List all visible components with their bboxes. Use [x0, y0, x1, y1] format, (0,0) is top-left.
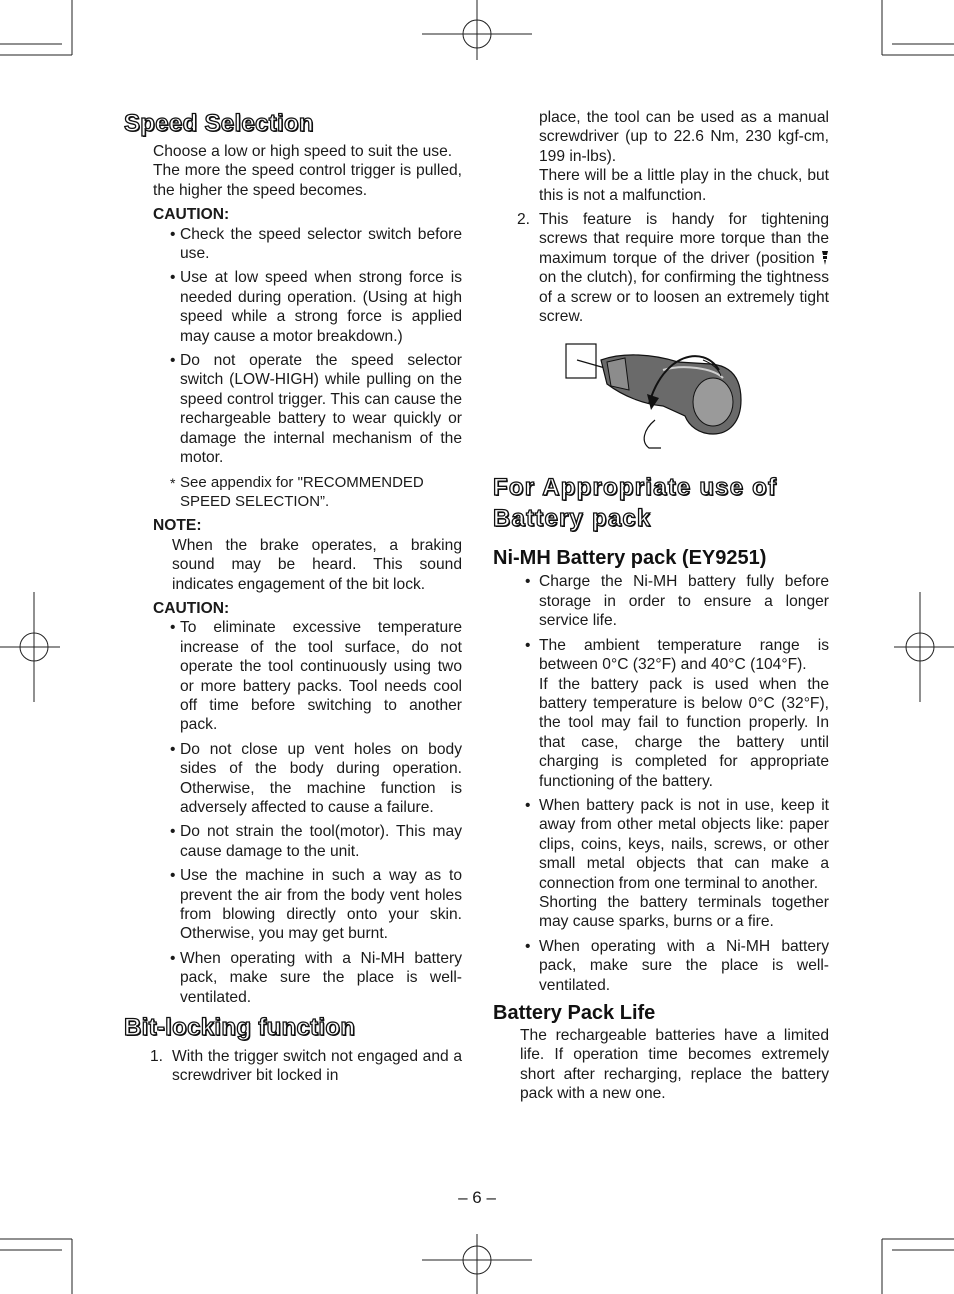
bullet-icon: • [170, 949, 176, 967]
battery-life-text: The rechargeable batteries have a limited life. If operation time becomes extremely short after recharging, replace the battery pack with a new one. [520, 1027, 829, 1103]
bullet-icon: • [170, 269, 176, 287]
bullet-icon: • [170, 867, 176, 885]
nimh-heading: Ni-MH Battery pack (EY9251) [493, 547, 767, 570]
speed-intro-1: Choose a low or high speed to suit the use. [153, 143, 453, 160]
nimh-list [525, 572, 829, 995]
list-item: • Use the machine in such a way as to prevent the air from the body vent holes from blowing directly onto your skin. Otherwise, you may get burnt. [170, 867, 462, 943]
bullet-icon: • [525, 796, 531, 814]
registration-mark-right [894, 592, 954, 702]
bit-locking-heading: Bit-locking function [124, 1014, 356, 1042]
list-item: 2. This feature is handy for tightening screws that require more torque than the maximum torque of the driver (position on the clutch), for confirming the tightness of a screw or to loosen an extremely tight screw. [517, 211, 829, 326]
list-item: • When operating with a Ni-MH battery pack, make sure the place is well-ventilated. [525, 937, 829, 994]
battery-life-heading: Battery Pack Life [493, 1002, 656, 1024]
list-item: • When operating with a Ni-MH battery pack, make sure the place is well-ventilated. [170, 949, 462, 1006]
list-item: • The ambient temperature range is between 0°C (32°F) and 40°C (104°F). If the battery pack is used when the battery temperature is below 0°C (32°F), the tool may fail to function properly. In that case, charge the battery until charging is completed for appropriate functioning of the battery. [525, 636, 829, 790]
registration-mark-top [422, 0, 532, 60]
list-item: • Do not operate the speed selector switch (LOW-HIGH) while pulling on the speed control trigger. This can cause the rechargeable battery to wear quickly or damage the internal mechanism of the motor. [170, 352, 462, 467]
note-label: NOTE: [153, 517, 202, 535]
bullet-icon: • [525, 636, 531, 654]
bullet-icon: • [170, 823, 176, 841]
list-item: • To eliminate excessive temperature increase of the tool surface, do not operate the tool continuously using two or more battery packs. Tool needs cool off time before switching to another pack. [170, 619, 462, 734]
bullet-icon: • [170, 225, 176, 243]
battery-heading-line2: Battery pack [493, 505, 652, 533]
list-item: * See appendix for "RECOMMENDED SPEED SELECTION”. [170, 473, 424, 510]
short-circuit-note: Shorting the battery terminals together may cause sparks, burns or a fire. [539, 893, 829, 931]
bullet-icon: • [170, 619, 176, 637]
drill-illustration [563, 334, 753, 454]
bit-lock-item-1-note: There will be a little play in the chuck, but this is not a malfunction. [539, 167, 829, 204]
list-item: • Do not strain the tool(motor). This may cause damage to the unit. [170, 823, 462, 860]
temperature-note: If the battery pack is used when the battery temperature is below 0°C (32°F), the tool may fail to function properly. In that case, charge the battery until charging is completed for appropriate functioning of the battery. [539, 675, 829, 790]
list-item: • Charge the Ni-MH battery fully before storage in order to ensure a longer service life. [525, 573, 829, 630]
bit-locking-list [517, 210, 829, 326]
registration-mark-left [0, 592, 60, 702]
drill-position-icon [821, 250, 829, 266]
bit-locking-list [150, 1047, 462, 1086]
left-column [124, 108, 462, 1091]
bit-lock-item-1-continued: place, the tool can be used as a manual screwdriver (up to 22.6 Nm, 230 kgf-cm, 199 in-lbs). [539, 109, 829, 165]
right-column [493, 108, 829, 1104]
list-item: 1. With the trigger switch not engaged and a screwdriver bit locked in [150, 1048, 462, 1085]
bullet-icon: • [170, 740, 176, 758]
list-item: • Check the speed selector switch before use. [170, 225, 462, 263]
speed-intro-2: The more the speed control trigger is pulled, the higher the speed becomes. [153, 162, 462, 199]
bit-locking-continued [539, 108, 829, 205]
bullet-icon: • [525, 573, 531, 591]
caution-list [170, 618, 462, 1007]
battery-heading-line1: For Appropriate use of [493, 474, 778, 502]
list-item: • Use at low speed when strong force is needed during operation. (Using at high speed while a strong force is applied may cause a motor breakdown.) [170, 269, 462, 345]
note-text: When the brake operates, a braking sound may be heard. This sound indicates engagement of the bit lock. [172, 536, 462, 593]
registration-mark-bottom [422, 1234, 532, 1294]
bullet-icon: • [170, 352, 176, 370]
caution-label: CAUTION: [153, 206, 230, 224]
speed-selection-heading: Speed Selection [124, 110, 314, 137]
list-item: • When battery pack is not in use, keep it away from other metal objects like: paper clips, coins, keys, nails, screws, or other small metal objects that can make a connection from one terminal to another. Shorting the battery terminals together may cause sparks, burns or a fire. [525, 796, 829, 931]
bullet-icon: • [525, 937, 531, 955]
list-item: • Do not close up vent holes on body sides of the body during operation. Otherwise, the machine function is adversely affected to cause a failure. [170, 740, 462, 816]
asterisk-icon: * [170, 474, 176, 491]
page-number: – 6 – [458, 1188, 496, 1207]
caution-list [170, 225, 462, 512]
caution-label: CAUTION: [153, 599, 230, 617]
